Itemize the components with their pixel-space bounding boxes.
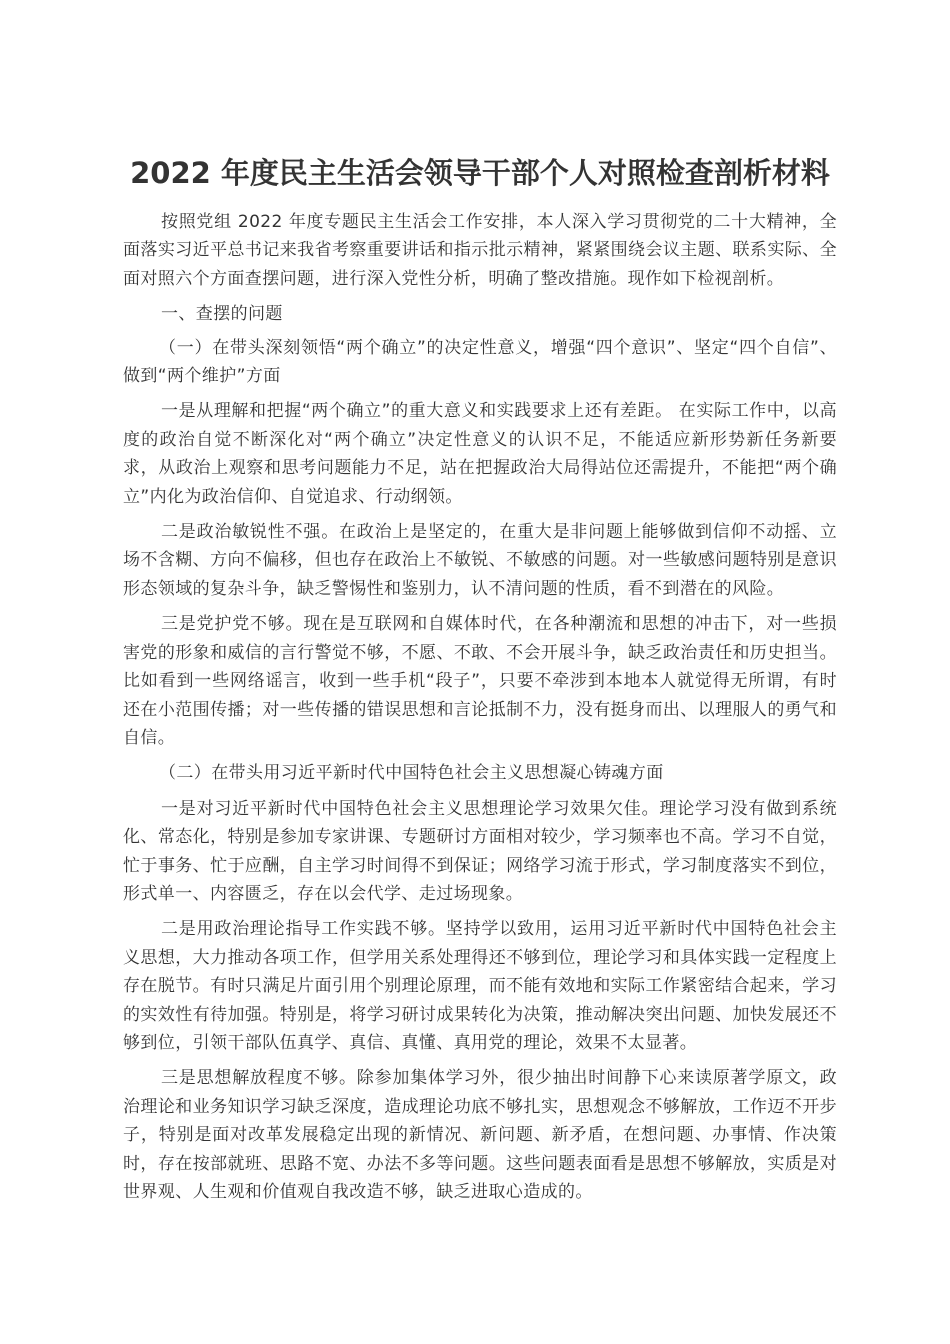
body-paragraph: 三是党护党不够。现在是互联网和自媒体时代，在各种潮流和思想的冲击下，对一些损害党的形象和威信的言行警觉不够，不愿、不敢、不会开展斗争，缺乏政治责任和历史担当。比如看到一些网络谣言，收到一些手机“段子”，只要不牵涉到本地本人就觉得无所谓，有时还在小范围传播；对一些传播的错误思想和言论抵制不力，没有挺身而出、以理服人的勇气和自信。 <box>123 614 837 748</box>
body-paragraph: 一是从理解和把握“两个确立”的重大意义和实践要求上还有差距。 在实际工作中，以高度的政治自觉不断深化对“两个确立”决定性意义的认识不足，不能适应新形势新任务新要求，从政治上观察和思考问题能力不足，站在把握政治大局得站位还需提升，不能把“两个确立”内化为政治信仰、自觉追求、行动纲领。 <box>123 401 837 507</box>
body-paragraph: 二是用政治理论指导工作实践不够。坚持学以致用，运用习近平新时代中国特色社会主义思想，大力推动各项工作，但学用关系处理得还不够到位，理论学习和具体实践一定程度上存在脱节。有时只满足片面引用个别理论原理，而不能有效地和实际工作紧密结合起来，学习的实效性有待加强。特别是，将学习研讨成果转化为决策，推动解决突出问题、加快发展还不够到位，引领干部队伍真学、真信、真懂、真用党的理论，效果不太显著。 <box>123 919 837 1053</box>
body-paragraph: 一是对习近平新时代中国特色社会主义思想理论学习效果欠佳。理论学习没有做到系统化、常态化，特别是参加专家讲课、专题研讨方面相对较少，学习频率也不高。学习不自觉，忙于事务、忙于应酬，自主学习时间得不到保证；网络学习流于形式，学习制度落实不到位，形式单一、内容匮乏，存在以会代学、走过场现象。 <box>123 798 837 904</box>
subsection-heading-1: （一）在带头深刻领悟“两个确立”的决定性意义，增强“四个意识”、坚定“四个自信”、做到“两个维护”方面 <box>123 337 837 387</box>
section-heading-problems: 一、查摆的问题 <box>161 304 283 325</box>
body-paragraph: 三是思想解放程度不够。除参加集体学习外，很少抽出时间静下心来读原著学原文，政治理论和业务知识学习缺乏深度，造成理论功底不够扎实，思想观念不够解放，工作迈不开步子，特别是面对改革发展稳定出现的新情况、新问题、新矛盾，在想问题、办事情、作决策时，存在按部就班、思路不宽、办法不多等问题。这些问题表面看是思想不够解放，实质是对世界观、人生观和价值观自我改造不够，缺乏进取心造成的。 <box>123 1068 837 1202</box>
intro-paragraph: 按照党组 2022 年度专题民主生活会工作安排，本人深入学习贯彻党的二十大精神，全面落实习近平总书记来我省考察重要讲话和指示批示精神，紧紧围绕会议主题、联系实际、全面对照六个方面查摆问题，进行深入党性分析，明确了整改措施。现作如下检视剖析。 <box>123 212 837 289</box>
document-title: 2022 年度民主生活会领导干部个人对照检查剖析材料 <box>130 156 830 190</box>
document-body <box>123 152 837 1213</box>
subsection-heading-2: （二）在带头用习近平新时代中国特色社会主义思想凝心铸魂方面 <box>159 763 664 784</box>
body-paragraph: 二是政治敏锐性不强。在政治上是坚定的，在重大是非问题上能够做到信仰不动摇、立场不含糊、方向不偏移，但也存在政治上不敏锐、不敏感的问题。对一些敏感问题特别是意识形态领域的复杂斗争，缺乏警惕性和鉴别力，认不清问题的性质，看不到潜在的风险。 <box>123 522 837 599</box>
